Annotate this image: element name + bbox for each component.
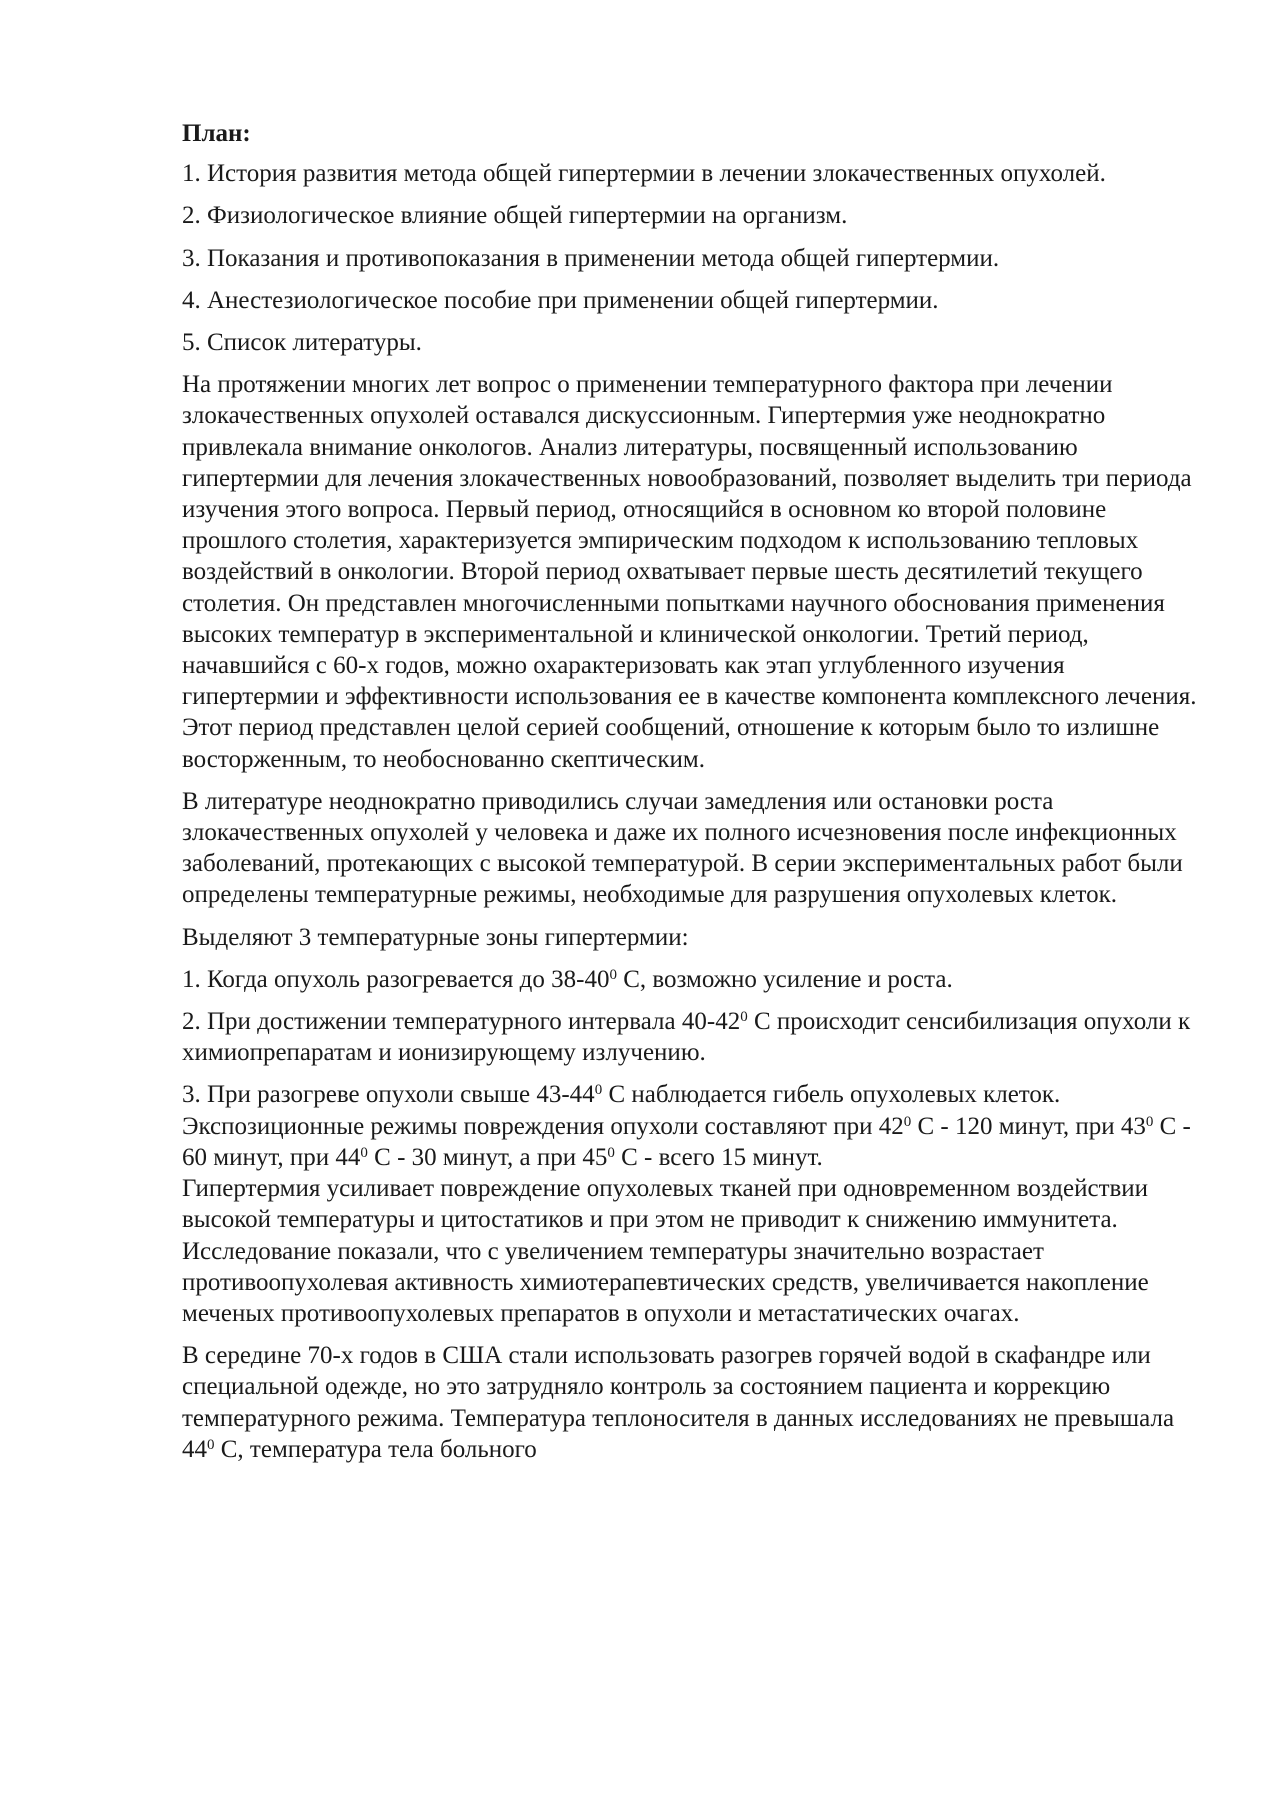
zone-2-text-a: 2. При достижении температурного интервала 40-42 [182, 1008, 741, 1036]
plan-item-2: 2. Физиологическое влияние общей гипертермии на организм. [182, 202, 848, 230]
paragraph-hyperthermia-effects: Гипертермия усиливает повреждение опухолевых тканей при одновременном воздействии высокой температуры и цитостатиков и при этом не приводит к снижению иммунитета. Исследование показали, что с увеличением температуры значительно возрастает противоопухолевая активность химиотерапевтических средств, увеличивается накопление меченых противоопухолевых препаратов в опухоли и метастатических очагах. [182, 1175, 1149, 1327]
zone-3-text-b: С наблюдается гибель опухолевых клеток. Экспозиционные режимы повреждения опухоли составляют при 42 [182, 1081, 1061, 1140]
zone-2 [182, 1006, 1202, 1068]
degree-mark: 0 [360, 1144, 368, 1161]
degree-mark: 0 [740, 1008, 748, 1025]
plan-item-5: 5. Список литературы. [182, 329, 422, 357]
paragraph-literature: В литературе неоднократно приводились случаи замедления или остановки роста злокачественных опухолей у человека и даже их полного исчезновения после инфекционных заболеваний, протекающих с высокой температурой. В серии экспериментальных работ были определены температурные режимы, необходимые для разрушения опухолевых клеток. [182, 787, 1183, 909]
plan-item-3: 3. Показания и противопоказания в применении метода общей гипертермии. [182, 244, 1000, 272]
zone-3-text-c: С - 120 минут, при 43 [911, 1112, 1146, 1140]
zone-1-text-a: 1. Когда опухоль разогревается до 38-40 [182, 965, 610, 993]
plan-item-1: 1. История развития метода общей гипертермии в лечении злокачественных опухолей. [182, 160, 1106, 188]
document-page [182, 118, 1202, 1476]
paragraph-history: На протяжении многих лет вопрос о применении температурного фактора при лечении злокачественных опухолей оставался дискуссионным. Гипертермия уже неоднократно привлекала внимание онкологов. Анализ литературы, посвященный использованию гипертермии для лечения злокачественных новообразований, позволяет выделить три периода изучения этого вопроса. Первый период, относящийся в основном ко второй половине прошлого столетия, характеризуется эмпирическим подходом к использованию тепловых воздействий в онкологии. Второй период охватывает первые шесть десятилетий текущего столетия. Он представлен многочисленными попытками научного обоснования применения высоких температур в экспериментальной и клинической онкологии. Третий период, начавшийся с 60-х годов, можно охарактеризовать как этап углубленного изучения гипертермии и эффективности использования ее в качестве компонента комплексного лечения. Этот период представлен целой серией сообщений, отношение к которым было то излишне восторженным, то необоснованно скептическим. [182, 371, 1197, 773]
zones-intro: Выделяют 3 температурные зоны гипертермии: [182, 923, 689, 951]
degree-mark: 0 [607, 1144, 615, 1161]
zone-1-text-b: С, возможно усиление и роста. [616, 965, 953, 993]
degree-mark: 0 [609, 966, 617, 983]
zone-3 [182, 1079, 1202, 1173]
plan-item-4: 4. Анестезиологическое пособие при применении общей гипертермии. [182, 286, 939, 314]
zone-3-text-f: С - всего 15 минут. [614, 1143, 823, 1171]
paragraph-usa-text-b: С, температура тела больного [214, 1435, 537, 1463]
plan-title: План: [182, 120, 251, 147]
degree-mark: 0 [1145, 1113, 1154, 1130]
degree-mark: 0 [903, 1113, 912, 1130]
degree-mark: 0 [594, 1082, 603, 1099]
paragraph-usa-method [182, 1340, 1202, 1465]
zone-2-text-b: С происходит сенсибилизация опухоли к химиопрепаратам и ионизирующему излучению. [182, 1008, 1191, 1067]
zone-3-text-a: 3. При разогреве опухоли свыше 43-44 [182, 1081, 595, 1109]
paragraph-usa-text-a: В середине 70-х годов в США стали использовать разогрев горячей водой в скафандре или специальной одежде, но это затрудняло контроль за состоянием пациента и коррекцию температурного режима. Температура теплоносителя в данных исследованиях не превышала 44 [182, 1342, 1175, 1463]
zone-1 [182, 964, 1202, 995]
degree-mark: 0 [207, 1436, 215, 1453]
zone-3-text-e: С - 30 минут, а при 45 [367, 1143, 608, 1171]
zone-3-text-d: С - 60 минут, при 44 [182, 1112, 1191, 1171]
